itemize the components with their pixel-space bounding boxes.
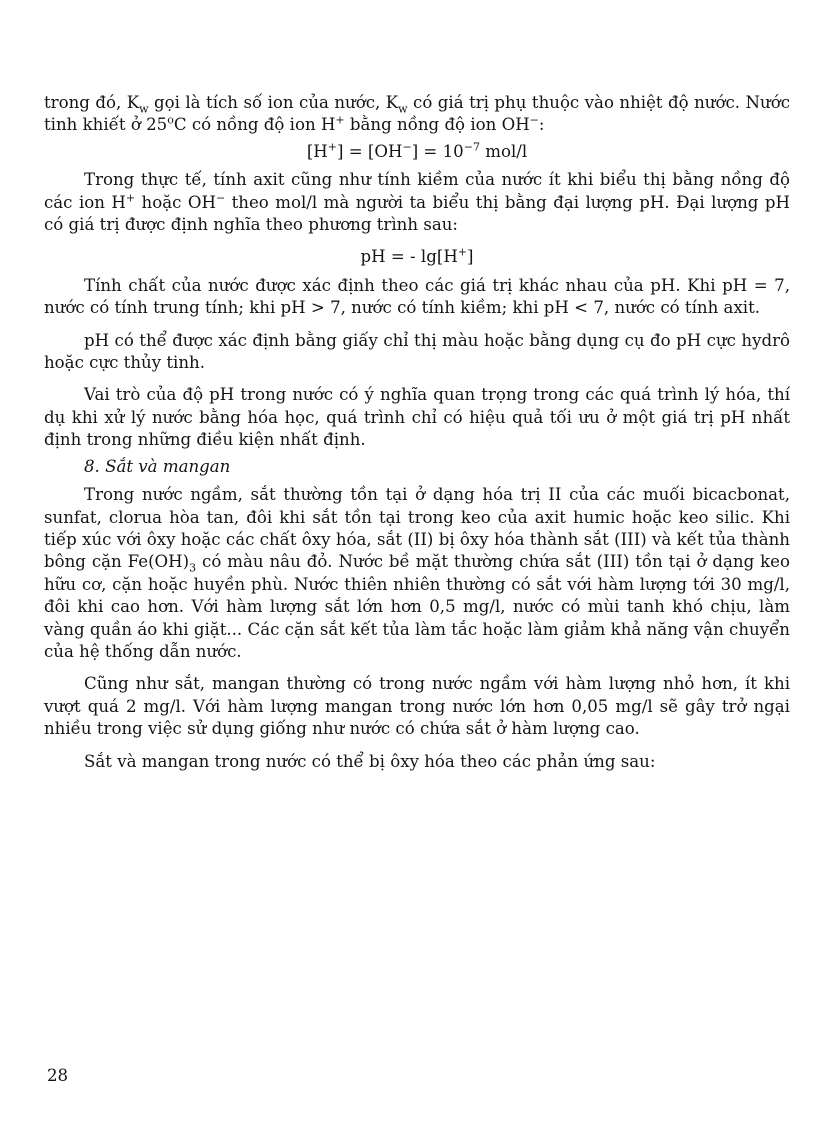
paragraph-oxidation-intro: Sắt và mangan trong nước có thể bị ôxy hóa theo các phản ứng sau:: [84, 751, 656, 771]
section-heading: 8. Sắt và mangan: [84, 456, 231, 476]
paragraph-ph-properties: Tính chất của nước được xác định theo các giá trị khác nhau của pH. Khi pH = 7, nước có tính trung tính; khi pH > 7, nước có tính kiềm; khi pH < 7, nước có tính axit.: [44, 275, 790, 318]
paragraph-iron: Trong nước ngầm, sắt thường tồn tại ở dạng hóa trị II của các muối bicacbonat, sunfat, clorua hòa tan, đôi khi sắt tồn tại trong keo của axit humic hoặc keo silic. Khi tiếp xúc với ôxy hoặc các chất ôxy hóa, sắt (II) bị ôxy hóa thành sắt (III) và kết tủa thành bông cặn $Fe(OH)_3$ có màu nâu đỏ. Nước bề mặt thường chứa sắt (III) tồn tại ở dạng keo hữu cơ, cặn hoặc huyền phù. Nước thiên nhiên thường có sắt với hàm lượng tới 30 mg/l, đôi khi cao hơn. Với hàm lượng sắt lớn hơn 0,5 mg/l, nước có mùi tanh khó chịu, làm vàng quần áo khi giặt... Các cặn sắt kết tủa làm tắc hoặc làm giảm khả năng vận chuyển của hệ thống dẫn nước.: [44, 485, 790, 661]
page-number: 28: [47, 1066, 69, 1085]
paragraph-kw-definition: trong đó, $K_w$ gọi là tích số ion của nước, $K_w$ có giá trị phụ thuộc vào nhiệt độ nước. Nước tinh khiết ở 25$^o$C có nồng độ ion H+ bằng nồng độ ion OH−:: [44, 93, 790, 135]
paragraph-manganese: Cũng như sắt, mangan thường có trong nước ngầm với hàm lượng nhỏ hơn, ít khi vượt quá 2 mg/l. Với hàm lượng mangan trong nước lớn hơn 0,05 mg/l sẽ gây trở ngại nhiều trong việc sử dụng giống như nước có chứa sắt ở hàm lượng cao.: [44, 674, 790, 739]
paragraph-ph-intro: Trong thực tế, tính axit cũng như tính kiềm của nước ít khi biểu thị bằng nồng độ các ion H+ hoặc OH− theo mol/l mà người ta biểu thị bằng đại lượng pH. Đại lượng pH có giá trị được định nghĩa theo phương trình sau:: [44, 170, 790, 235]
page-body: [44, 92, 790, 773]
equation-ph: pH = - lg[H+]: [360, 245, 474, 267]
paragraph-ph-role: Vai trò của độ pH trong nước có ý nghĩa quan trọng trong các quá trình lý hóa, thí dụ khi xử lý nước bằng hóa học, quá trình chỉ có hiệu quả tối ưu ở một giá trị pH nhất định trong những điều kiện nhất định.: [44, 385, 790, 450]
equation-ion-concentration: $[H^+] = [OH^-] = 10^{-7}$ mol/l: [306, 140, 528, 161]
paragraph-ph-measurement: pH có thể được xác định bằng giấy chỉ thị màu hoặc bằng dụng cụ đo pH cực hydrô hoặc cực thủy tinh.: [44, 330, 790, 373]
